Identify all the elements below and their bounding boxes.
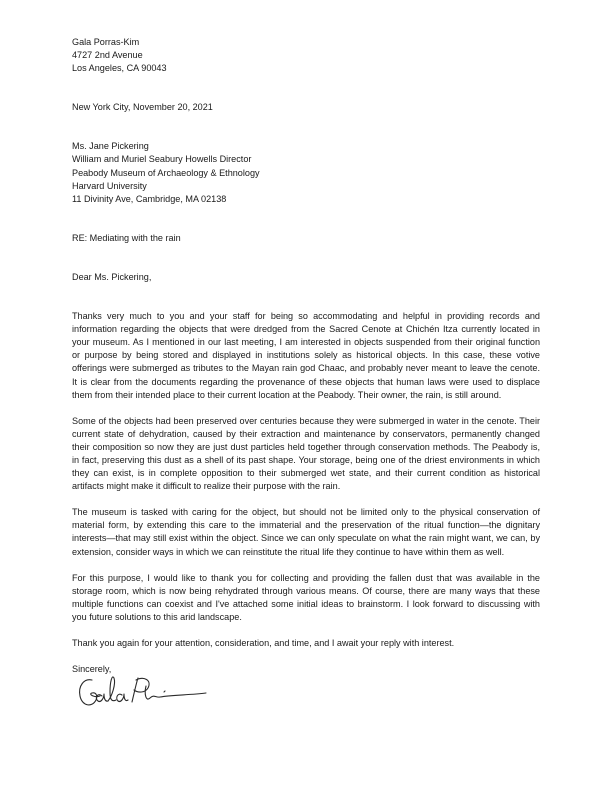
signature-image [72,668,232,716]
recipient-name: Ms. Jane Pickering [72,141,149,152]
letter-date [72,101,540,114]
place-date: New York City, November 20, 2021 [72,102,213,113]
salutation: Dear Ms. Pickering, [72,271,152,282]
sender-city: Los Angeles, CA 90043 [72,63,167,74]
handwritten-signature [72,668,232,716]
subject: RE: Mediating with the rain [72,232,181,243]
sender-street: 4727 2nd Avenue [72,50,143,61]
subject-line [72,232,540,245]
sender-address [72,36,540,75]
recipient-title: William and Muriel Seabury Howells Director [72,154,252,165]
recipient-address [72,140,540,205]
recipient-organization: Peabody Museum of Archaeology & Ethnology [72,167,260,178]
recipient-street-address: 11 Divinity Ave, Cambridge, MA 02138 [72,193,227,204]
paragraph-2: Some of the objects had been preserved over centuries because they were submerged in water in the cenote. Their current state of dehydration, caused by their extraction and maintenance by conservators, permanently changed their composition so now they are just dust particles held together through conservation methods. The Peabody is, in fact, preserving this dust as a shell of its past shape. Your storage, being one of the driest environments in which they can exist, is in complete opposition to their submerged wet state, and their current condition as historical artifacts might make it difficult to realize their purpose with the rain. [72,415,540,492]
letter-body [72,36,540,676]
paragraph-4: For this purpose, I would like to thank you for collecting and providing the fallen dust that was available in the storage room, which is now being rehydrated through various means. Of course, there are many ways that these multiple functions can coexist and I've attached some initial ideas to brainstorm. I look forward to discussing with you future solutions to this arid landscape. [72,572,540,622]
closing: Sincerely, [72,664,112,675]
recipient-institution: Harvard University [72,180,147,191]
sender-name: Gala Porras-Kim [72,37,140,47]
paragraph-1: Thanks very much to you and your staff for being so accommodating and helpful in providing records and information regarding the objects that were dredged from the Sacred Cenote at Chichén Itza currently located in your museum. As I mentioned in our last meeting, I am interested in objects suspended from their original function or purpose by being stored and displayed in institutions solely as historical objects. In this case, these votive offerings were submerged as tributes to the Mayan rain god Chaac, and probably never meant to leave the cenote. It is clear from the documents regarding the provenance of these objects that human laws were used to displace them from their intended place to their current location at the Peabody. Their owner, the rain, is still around. [72,311,540,400]
paragraph-5: Thank you again for your attention, consideration, and time, and I await your reply with interest. [72,638,455,648]
paragraph-3: The museum is tasked with caring for the object, but should not be limited only to the physical conservation of material form, by extending this care to the immaterial and the preservation of the ritual function—the dignitary interests—that may still exist within the object. Since we can only speculate on what the rain might want, we can, by extension, consider ways in which we can reinstitute the ritual life they continue to have within them as well. [72,507,540,557]
